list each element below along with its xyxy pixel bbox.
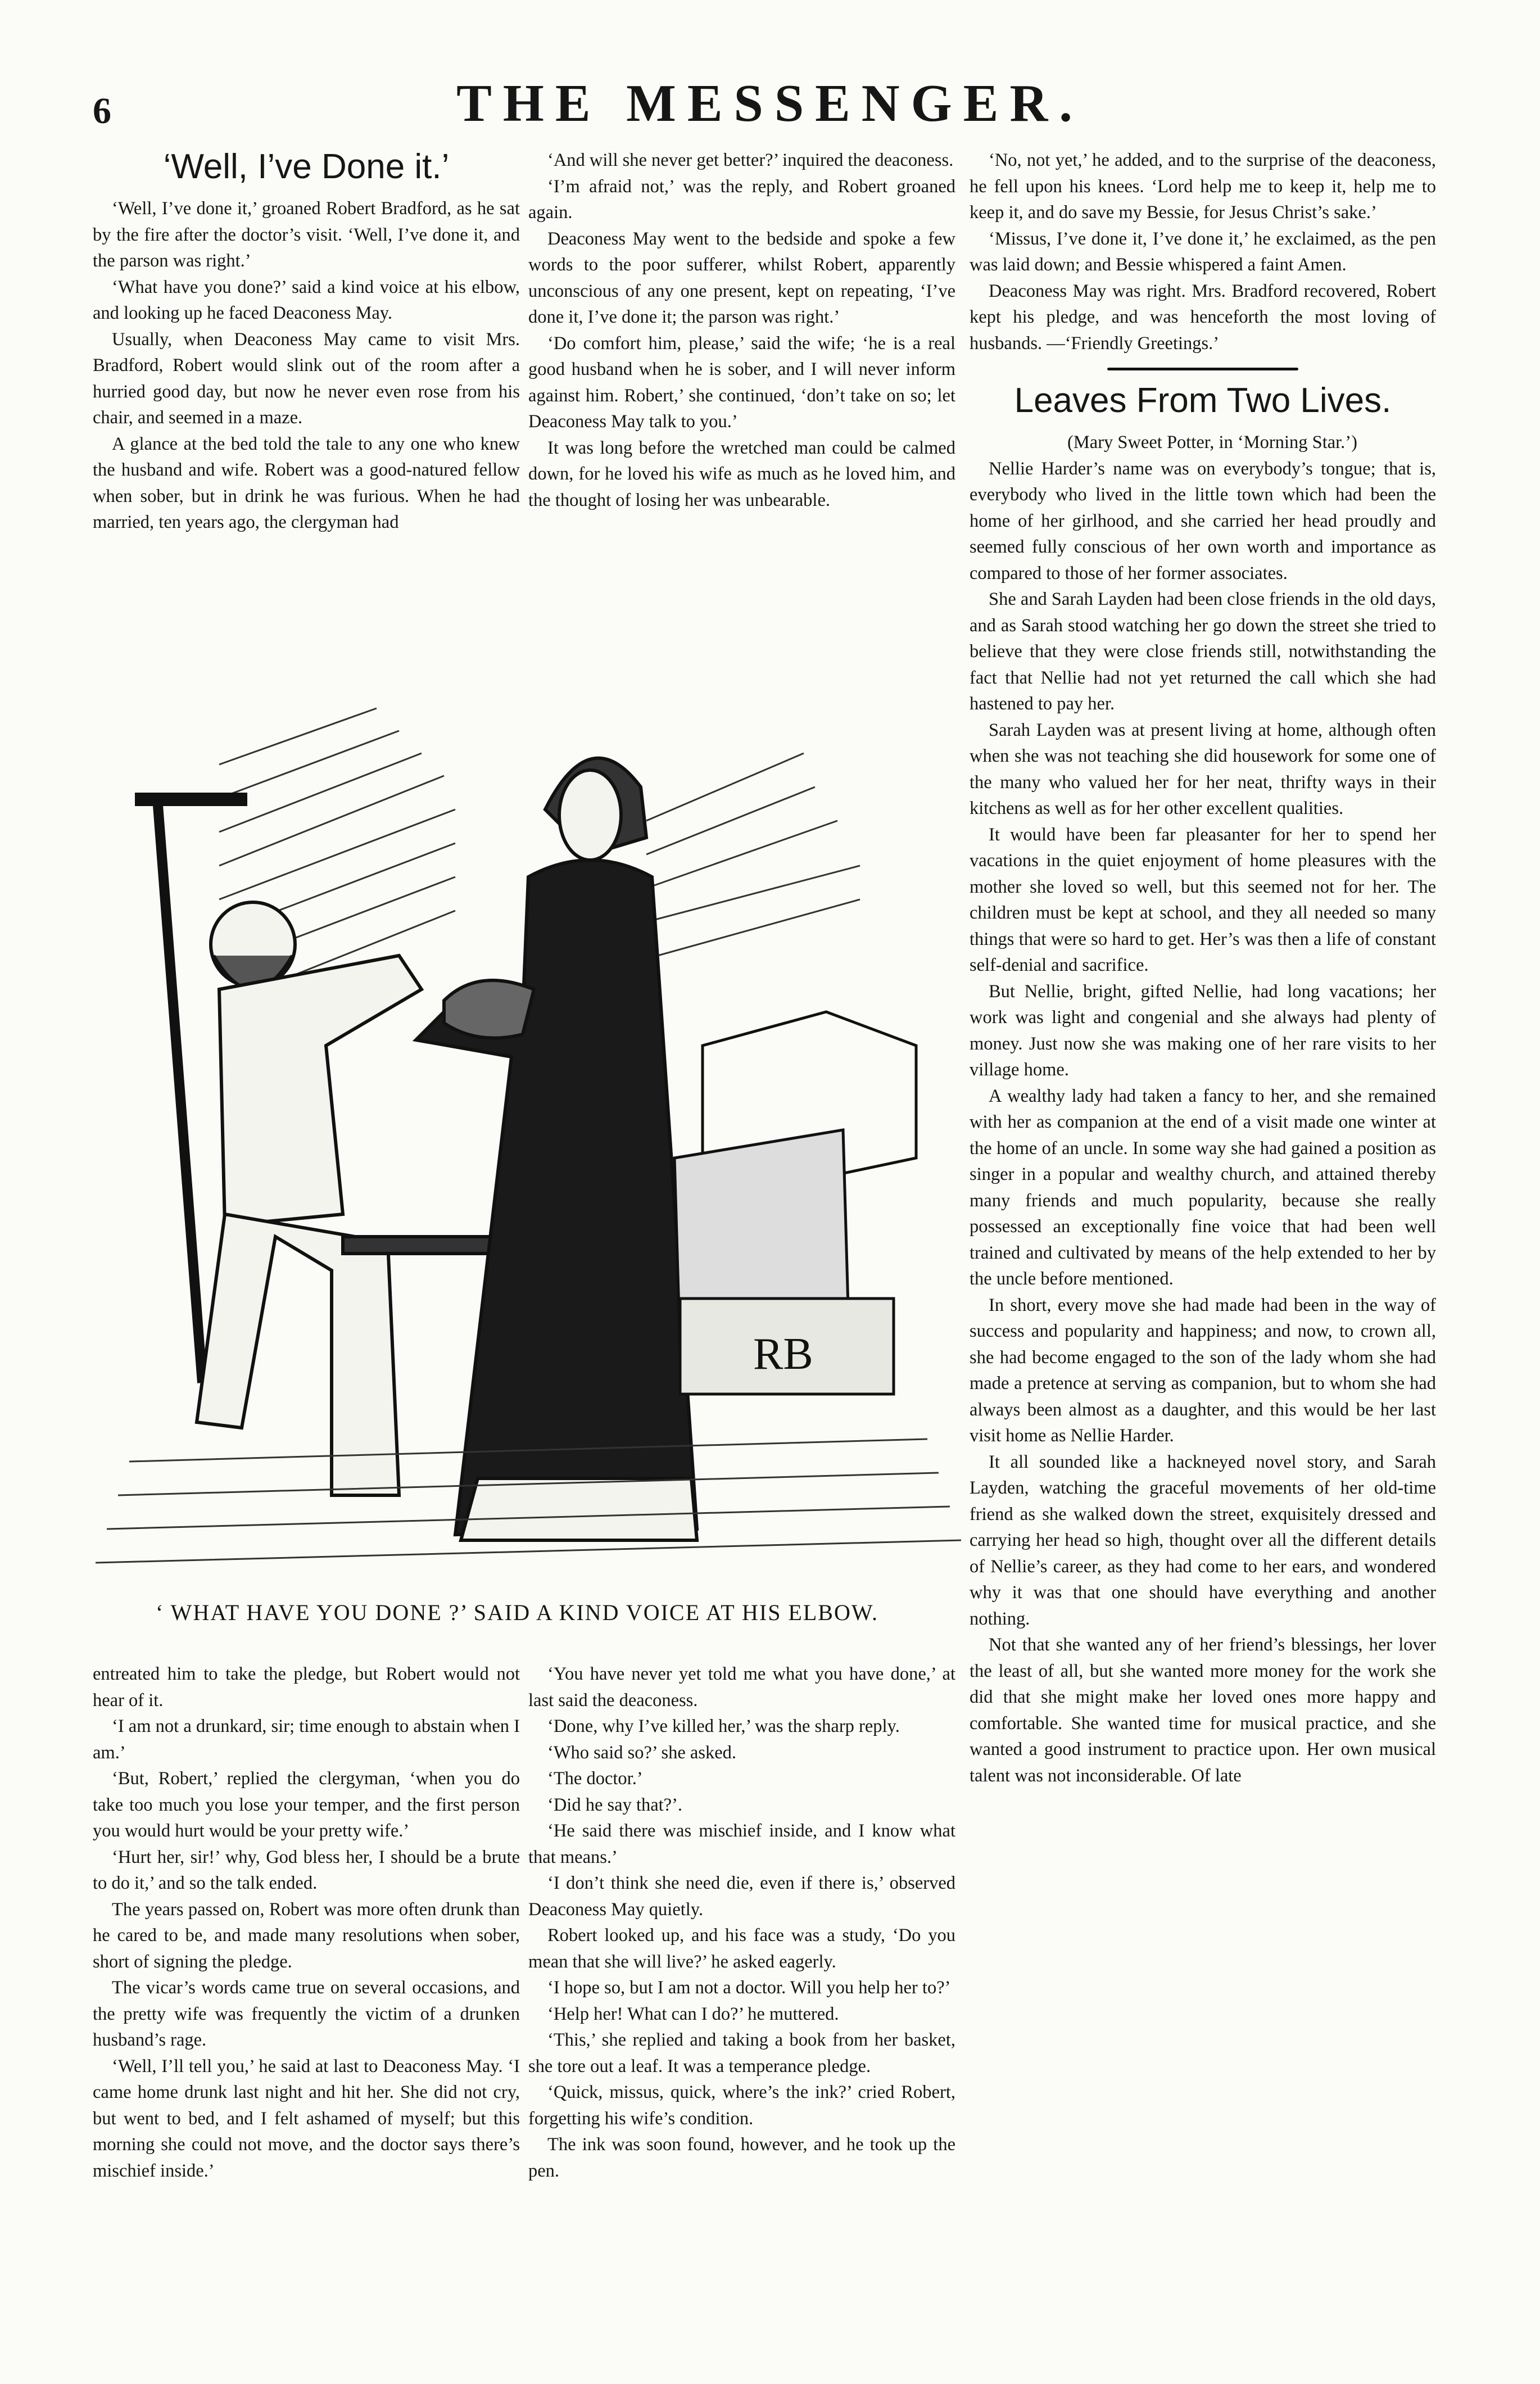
paragraph: ‘Hurt her, sir!’ why, God bless her, I should be a brute to do it,’ and so the talk ended. — [93, 1847, 520, 1893]
paragraph: ‘I’m afraid not,’ was the reply, and Robert groaned again. — [528, 176, 955, 223]
paragraph: ‘And will she never get better?’ inquired the deaconess. — [547, 150, 954, 170]
paragraph: ‘Do comfort him, please,’ said the wife; ‘he is a real good husband when he is sober, and I will never inform against him. Robert,’ she continued, ‘don’t take on so; let Deaconess May talk to you.’ — [528, 333, 955, 432]
article1-col2-bottom — [528, 1661, 955, 2184]
article2-title: Leaves From Two Lives. — [1014, 381, 1392, 420]
article-divider — [970, 356, 1436, 381]
illustration — [84, 652, 972, 1585]
paragraph: It all sounded like a hackneyed novel story, and Sarah Layden, watching the graceful movements of her old-time friend as she walked down the street, exquisitely dressed and carrying her head so high, thought over all the different details of Nellie’s career, as they had come to her ears, and wondered why it was that one should have everything and another nothing. — [970, 1451, 1436, 1629]
paragraph: ‘You have never yet told me what you have done,’ at last said the deaconess. — [528, 1664, 955, 1711]
paragraph: A wealthy lady had taken a fancy to her, and she remained with her as companion at the end of a visit made one winter at the home of an uncle. In some way she had gained a position as singer in a popular and wealthy church, and attained thereby many friends and much popularity, because she really possessed an exceptionally fine voice that had been well trained and cultivated by means of the help extended to her by the uncle before mentioned. — [970, 1085, 1436, 1289]
paragraph: ‘Done, why I’ve killed her,’ was the sharp reply. — [547, 1716, 900, 1736]
paragraph: ‘He said there was mischief inside, and I know what that means.’ — [528, 1821, 955, 1867]
illustration-caption: ‘ WHAT HAVE YOU DONE ?’ SAID A KIND VOICE AT HIS ELBOW. — [156, 1600, 878, 1625]
paragraph: ‘Well, I’ve done it,’ groaned Robert Bradford, as he sat by the fire after the doctor’s visit. ‘Well, I’ve done it, and the parson was right.’ — [93, 198, 520, 271]
paragraph: Nellie Harder’s name was on everybody’s tongue; that is, everybody who lived in the little town which had been the home of her girlhood, and she carried her head proudly and seemed fully conscious of her own worth and importance as compared to those of her former associates. — [970, 458, 1436, 583]
paragraph: She and Sarah Layden had been close friends in the old days, and as Sarah stood watching her go down the street she tried to believe that they were close friends still, notwithstanding the fact that Nellie had not yet returned the call which she had hastened to pay her. — [970, 589, 1437, 714]
paragraph: It would have been far pleasanter for her to spend her vacations in the quiet enjoyment of home pleasures with the mother she loved so well, but this seemed not for her. The children must be kept at school, and they all needed so many things that were so hard to get. Her’s was then a life of constant self-denial and sacrifice. — [970, 824, 1436, 975]
paragraph: Robert looked up, and his face was a study, ‘Do you mean that she will live?’ he asked eagerly. — [528, 1925, 955, 1972]
paragraph: The vicar’s words came true on several occasions, and the pretty wife was frequently the victim of a drunken husband’s rage. — [93, 1978, 520, 2050]
column-3 — [970, 147, 1436, 1789]
article2-byline: (Mary Sweet Potter, in ‘Morning Star.’) — [1067, 432, 1357, 453]
paragraph: The ink was soon found, however, and he took up the pen. — [528, 2134, 955, 2181]
paragraph: ‘I am not a drunkard, sir; time enough to abstain when I am.’ — [93, 1716, 520, 1763]
paragraph: ‘No, not yet,’ he added, and to the surprise of the deaconess, he fell upon his knees. ‘Lord help me to keep it, help me to keep it, and do save my Bessie, for Jesus Christ’s sake.’ — [970, 150, 1436, 223]
paragraph: ‘But, Robert,’ replied the clergyman, ‘when you do take too much you lose your temper, and the first person you would hurt would be your pretty wife.’ — [93, 1768, 520, 1841]
article1-col1-top — [93, 147, 520, 536]
paragraph: Not that she wanted any of her friend’s blessings, her lover the least of all, but she wanted more money for the work she did that she might make her loved ones more happy and comfortable. She wanted time for musical practice, and she wanted a good instrument to practice upon. Her own musical talent was not inconsiderable. Of late — [970, 1635, 1436, 1786]
fire-poker — [157, 798, 202, 1383]
page-number: 6 — [93, 91, 111, 132]
trunk-initials: RB — [753, 1329, 813, 1379]
masthead: THE MESSENGER. — [456, 74, 1084, 133]
paragraph: ‘I hope so, but I am not a doctor. Will you help her to?’ — [547, 1978, 951, 1998]
paragraph: A glance at the bed told the tale to any one who knew the husband and wife. Robert was a good-natured fellow when sober, but in drink he was furious. When he had married, ten years ago, the clergyman had — [93, 433, 520, 532]
paragraph: Usually, when Deaconess May came to visit Mrs. Bradford, Robert would slink out of the room after a hurried good day, but now he never even rose from his chair, and seemed in a maze. — [93, 329, 520, 428]
paragraph: ‘Who said so?’ she asked. — [547, 1742, 737, 1763]
paragraph: ‘Quick, missus, quick, where’s the ink?’ cried Robert, forgetting his wife’s condition. — [528, 2082, 955, 2129]
paragraph: ‘Did he say that?’. — [547, 1794, 683, 1815]
paragraph: ‘Missus, I’ve done it, I’ve done it,’ he exclaimed, as the pen was laid down; and Bessie whispered a faint Amen. — [970, 228, 1436, 275]
fire-tongs-top — [135, 793, 247, 806]
article1-col2-top — [528, 147, 955, 513]
standing-deaconess — [416, 758, 697, 1540]
paragraph: In short, every move she had made had been in the way of success and popularity and happiness; and now, to crown all, she had become engaged to the son of the lady whom she had made a pretence at serving as companion, but to whom she had always been almost as a daughter, and this would be her last visit home as Nellie Harder. — [970, 1295, 1436, 1446]
paragraph: ‘What have you done?’ said a kind voice at his elbow, and looking up he faced Deaconess May. — [93, 277, 520, 323]
paragraph: ‘Well, I’ll tell you,’ he said at last to Deaconess May. ‘I came home drunk last night and hit her. She did not cry, but went to bed, and I felt ashamed of myself; but this morning she could not move, and the doctor says there’s mischief inside.’ — [93, 2056, 520, 2181]
paragraph: ‘Help her! What can I do?’ he muttered. — [547, 2003, 839, 2024]
article1-title: ‘Well, I’ve Done it.’ — [163, 147, 450, 186]
paragraph: Sarah Layden was at present living at home, although often when she was not teaching she did housework for some one of the many who valued her for her neat, thrifty ways in their kitchens as well as for her other excellent qualities. — [970, 720, 1436, 818]
paragraph: But Nellie, bright, gifted Nellie, had long vacations; her work was light and congenial and she always had plenty of money. Just now she was making one of her rare visits to her village home. — [970, 981, 1436, 1080]
paragraph: Deaconess May went to the bedside and spoke a few words to the poor sufferer, whilst Robert, apparently unconscious of any one present, kept on repeating, ‘I’ve done it, I’ve done it; the parson was right.’ — [528, 228, 955, 327]
paragraph: Deaconess May was right. Mrs. Bradford recovered, Robert kept his pledge, and was henceforth the most loving of husbands. —‘Friendly Greetings.’ — [970, 281, 1436, 354]
paragraph: entreated him to take the pledge, but Robert would not hear of it. — [93, 1664, 520, 1711]
paragraph: ‘I don’t think she need die, even if there is,’ observed Deaconess May quietly. — [528, 1873, 955, 1920]
article1-col1-bottom — [93, 1661, 520, 2184]
paragraph: ‘The doctor.’ — [547, 1768, 643, 1789]
paragraph: It was long before the wretched man could be calmed down, for he loved his wife as much as he loved him, and the thought of losing her was unbearable. — [528, 437, 955, 510]
paragraph: ‘This,’ she replied and taking a book from her basket, she tore out a leaf. It was a temperance pledge. — [528, 2030, 955, 2077]
paragraph: The years passed on, Robert was more often drunk than he cared to be, and made many resolutions when sober, short of signing the pledge. — [93, 1899, 520, 1972]
